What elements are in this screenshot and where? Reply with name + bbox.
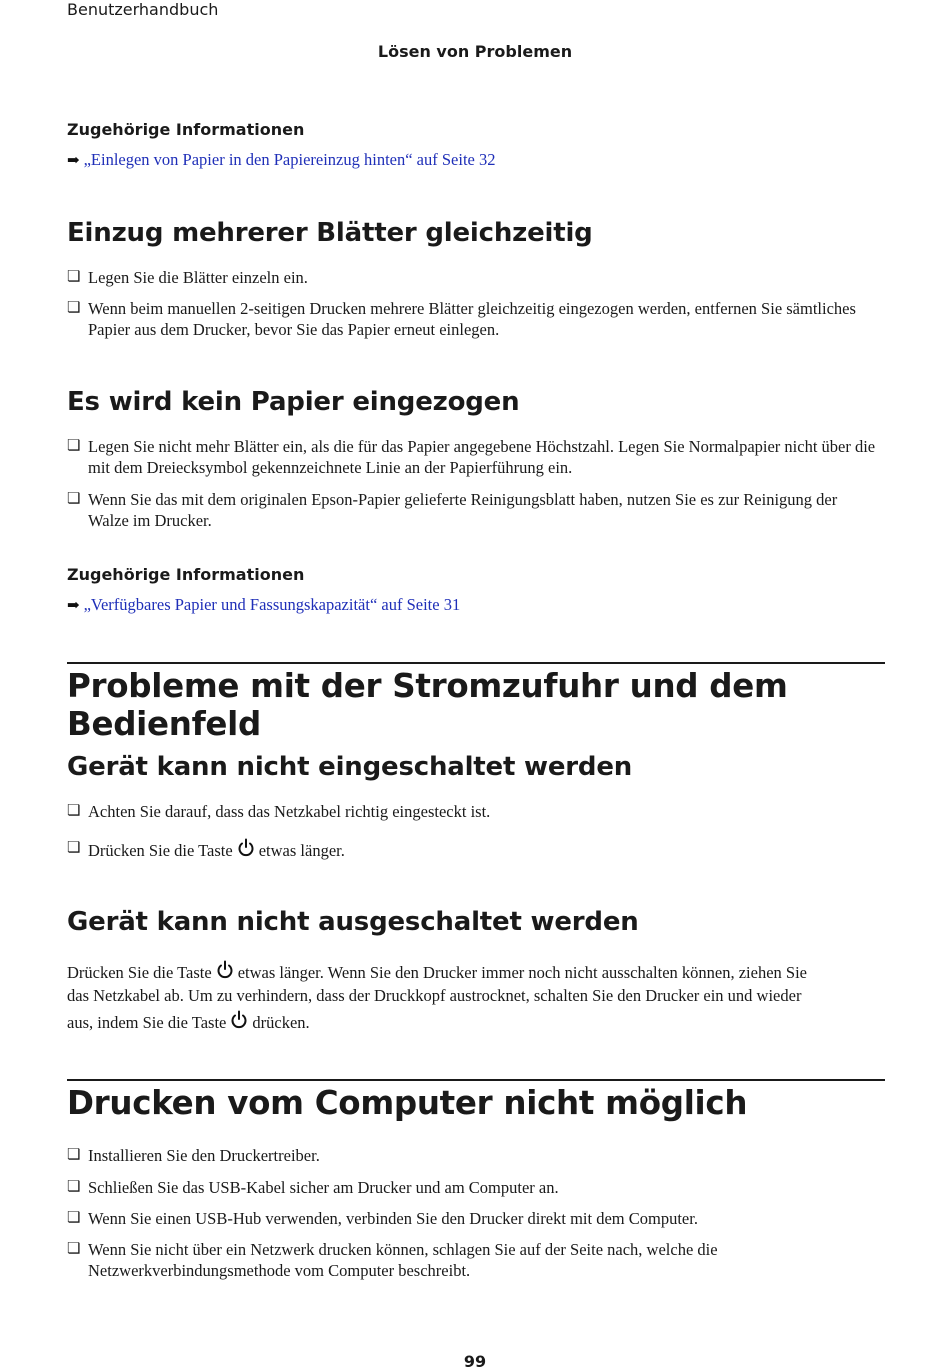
text-run: Drücken Sie die Taste xyxy=(88,841,233,860)
link-text[interactable]: „Verfügbares Papier und Fassungskapazität“ auf Seite 31 xyxy=(83,595,461,614)
related-info-title: Zugehörige Informationen xyxy=(67,565,305,584)
power-icon xyxy=(229,1010,249,1030)
list-item xyxy=(67,267,877,288)
list-item xyxy=(67,298,877,340)
list-item xyxy=(67,1239,877,1281)
section-heading: Es wird kein Papier eingezogen xyxy=(67,387,520,417)
checkbox-icon: ❏ xyxy=(67,438,81,454)
list-item-text: Wenn Sie nicht über ein Netzwerk drucken können, schlagen Sie auf der Seite nach, welche die Netzwerkverbindungsmethode vom Computer beschreibt. xyxy=(88,1240,718,1280)
cross-reference-link[interactable] xyxy=(67,150,496,170)
checkbox-icon: ❏ xyxy=(67,491,81,507)
section-heading: Gerät kann nicht ausgeschaltet werden xyxy=(67,907,639,937)
running-header-title: Benutzerhandbuch xyxy=(67,0,219,19)
checkbox-icon: ❏ xyxy=(67,300,81,316)
list-item-text: Wenn beim manuellen 2-seitigen Drucken mehrere Blätter gleichzeitig eingezogen werden, entfernen Sie sämtliches Papier aus dem Drucker, bevor Sie das Papier erneut einlegen. xyxy=(88,299,856,339)
list-item-text: Legen Sie die Blätter einzeln ein. xyxy=(88,268,308,287)
list-item-text: Achten Sie darauf, dass das Netzkabel richtig eingesteckt ist. xyxy=(88,802,491,821)
list-item-text: Installieren Sie den Druckertreiber. xyxy=(88,1146,320,1165)
list-item xyxy=(67,1145,877,1166)
checkbox-icon: ❏ xyxy=(67,269,81,285)
list-item-text: Wenn Sie das mit dem originalen Epson-Papier gelieferte Reinigungsblatt haben, nutzen Sie es zur Reinigung der Walze im Drucker. xyxy=(88,490,838,530)
list-item-text: Legen Sie nicht mehr Blätter ein, als die für das Papier angegebene Höchstzahl. Legen Sie Normalpapier nicht über die mit dem Dreiecksymbol gekennzeichnete Linie an der Papierführung ein. xyxy=(88,437,876,477)
text-run: aus, indem Sie die Taste xyxy=(67,1013,227,1032)
section-divider xyxy=(67,1079,885,1081)
chapter-heading: Probleme mit der Stromzufuhr und dem Bedienfeld xyxy=(67,667,788,743)
list-item xyxy=(67,1208,877,1229)
text-run: drücken. xyxy=(252,1013,310,1032)
page-number: 99 xyxy=(463,1352,487,1371)
list-item-text: Wenn Sie einen USB-Hub verwenden, verbinden Sie den Drucker direkt mit dem Computer. xyxy=(88,1209,698,1228)
link-text[interactable]: „Einlegen von Papier in den Papiereinzug hinten“ auf Seite 32 xyxy=(83,150,496,169)
list-item xyxy=(67,1177,877,1198)
list-item-text: Schließen Sie das USB-Kabel sicher am Drucker und am Computer an. xyxy=(88,1178,559,1197)
checkbox-icon: ❏ xyxy=(67,1179,81,1195)
list-item xyxy=(67,436,877,478)
related-info-title: Zugehörige Informationen xyxy=(67,120,305,139)
cross-reference-link[interactable] xyxy=(67,595,460,615)
checkbox-icon: ❏ xyxy=(67,840,81,856)
list-item xyxy=(67,489,877,531)
text-run: etwas länger. xyxy=(258,841,345,860)
paragraph-line xyxy=(67,960,867,985)
arrow-right-icon: ➡ xyxy=(67,598,80,614)
power-icon xyxy=(236,838,256,858)
list-item-text xyxy=(88,838,877,861)
chapter-heading: Drucken vom Computer nicht möglich xyxy=(67,1084,748,1122)
power-icon xyxy=(215,960,235,980)
paragraph-line: das Netzkabel ab. Um zu verhindern, dass der Druckkopf austrocknet, schalten Sie den Drucker ein und wieder xyxy=(67,986,802,1005)
checkbox-icon: ❏ xyxy=(67,1147,81,1163)
section-divider xyxy=(67,662,885,664)
checkbox-icon: ❏ xyxy=(67,1210,81,1226)
checkbox-icon: ❏ xyxy=(67,1241,81,1257)
paragraph-line xyxy=(67,1010,867,1035)
text-run: Drücken Sie die Taste xyxy=(67,963,212,982)
section-heading: Gerät kann nicht eingeschaltet werden xyxy=(67,752,633,782)
checkbox-icon: ❏ xyxy=(67,803,81,819)
running-header-section: Lösen von Problemen xyxy=(377,42,573,61)
list-item xyxy=(67,838,877,861)
list-item xyxy=(67,801,877,822)
section-heading: Einzug mehrerer Blätter gleichzeitig xyxy=(67,218,593,248)
text-run: etwas länger. Wenn Sie den Drucker immer noch nicht ausschalten können, ziehen Sie xyxy=(237,963,807,982)
arrow-right-icon: ➡ xyxy=(67,153,80,169)
